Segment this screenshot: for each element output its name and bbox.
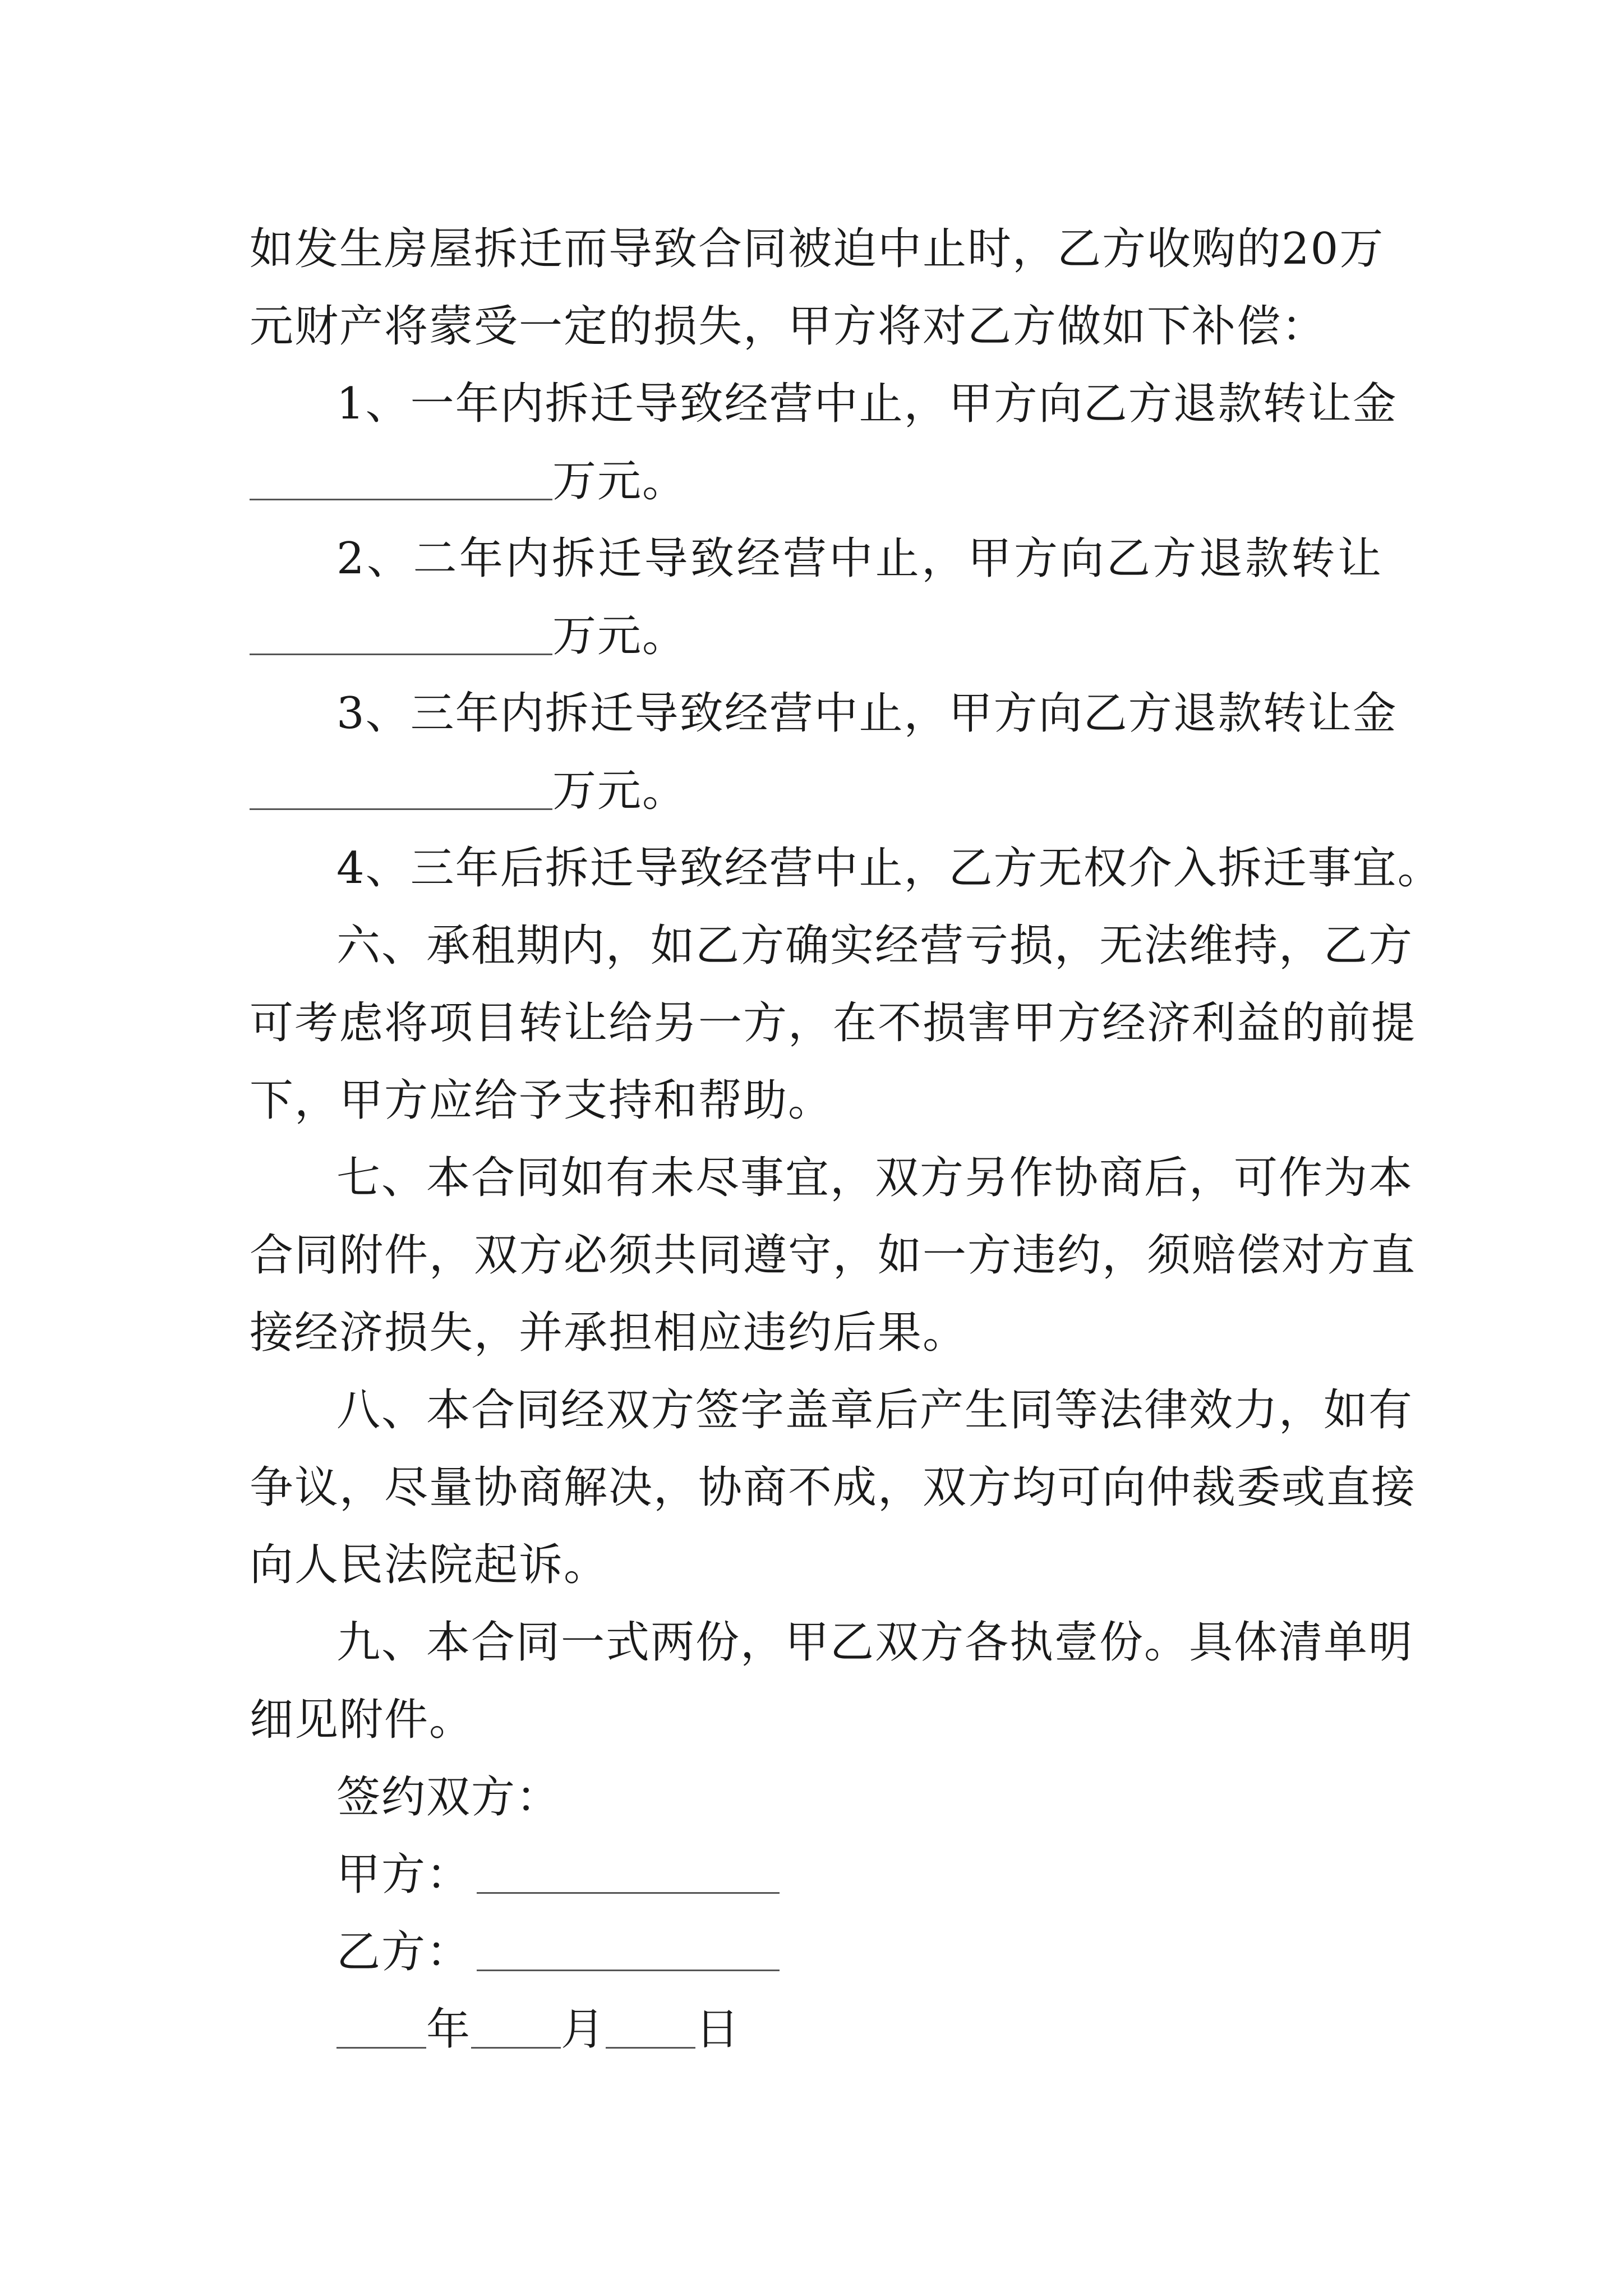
clause-8-line: 向人民法院起诉。	[250, 1540, 609, 1590]
amount-blank[interactable]	[250, 609, 552, 655]
month-label: 月	[561, 2004, 606, 2055]
party-b-label: 乙方：	[336, 1927, 472, 1977]
item-4-text: 4、三年后拆迁导致经营中止，乙方无权介入拆迁事宜。	[336, 843, 1442, 894]
clause-9-line: 九、本合同一式两份，甲乙双方各执壹份。具体清单明	[336, 1617, 1414, 1668]
amount-unit: 万元。	[552, 766, 688, 816]
amount-unit: 万元。	[552, 456, 688, 507]
clause-6-line: 下，甲方应给予支持和帮助。	[250, 1075, 833, 1126]
item-1-amount-line	[250, 443, 1382, 520]
clause-8-line: 八、本合同经双方签字盖章后产生同等法律效力，如有	[336, 1385, 1414, 1435]
amount-unit: 万元。	[552, 611, 688, 661]
paragraph-line: 如发生房屋拆迁而导致合同被迫中止时，乙方收购的20万	[250, 224, 1385, 274]
month-blank[interactable]	[471, 2002, 561, 2049]
item-3-text: 3、三年内拆迁导致经营中止，甲方向乙方退款转让金	[336, 688, 1398, 739]
year-blank[interactable]	[336, 2002, 426, 2049]
clause-7-line: 七、本合同如有未尽事宜，双方另作协商后，可作为本	[336, 1153, 1414, 1203]
item-2-text: 2、二年内拆迁导致经营中止，甲方向乙方退款转让	[336, 533, 1382, 584]
item-3-amount-line	[250, 752, 1382, 830]
clause-6-line: 六、承租期内，如乙方确实经营亏损，无法维持，乙方	[336, 921, 1414, 971]
day-blank[interactable]	[606, 2002, 695, 2049]
item-1-text: 1、一年内拆迁导致经营中止，甲方向乙方退款转让金	[336, 379, 1398, 429]
party-b-line	[250, 1913, 1382, 1991]
party-b-signature-blank[interactable]	[477, 1925, 780, 1971]
clause-7-line: 合同附件，双方必须共同遵守，如一方违约，须赔偿对方直	[250, 1230, 1417, 1281]
amount-blank[interactable]	[250, 454, 552, 500]
clause-6-line: 可考虑将项目转让给另一方，在不损害甲方经济利益的前提	[250, 998, 1417, 1048]
party-a-line	[250, 1836, 1382, 1913]
amount-blank[interactable]	[250, 763, 552, 810]
date-line	[250, 1991, 1382, 2068]
clause-9-line: 细见附件。	[250, 1695, 474, 1745]
clause-8-line: 争议，尽量协商解决，协商不成，双方均可向仲裁委或直接	[250, 1462, 1417, 1513]
paragraph-line: 元财产将蒙受一定的损失，甲方将对乙方做如下补偿：	[250, 301, 1327, 352]
party-a-signature-blank[interactable]	[477, 1847, 780, 1894]
document-body	[250, 210, 1442, 2068]
signature-heading: 签约双方：	[336, 1772, 561, 1823]
day-label: 日	[695, 2004, 741, 2055]
year-label: 年	[426, 2004, 472, 2055]
clause-7-line: 接经济损失，并承担相应违约后果。	[250, 1308, 968, 1358]
item-2-amount-line	[250, 597, 1382, 675]
party-a-label: 甲方：	[336, 1849, 472, 1900]
